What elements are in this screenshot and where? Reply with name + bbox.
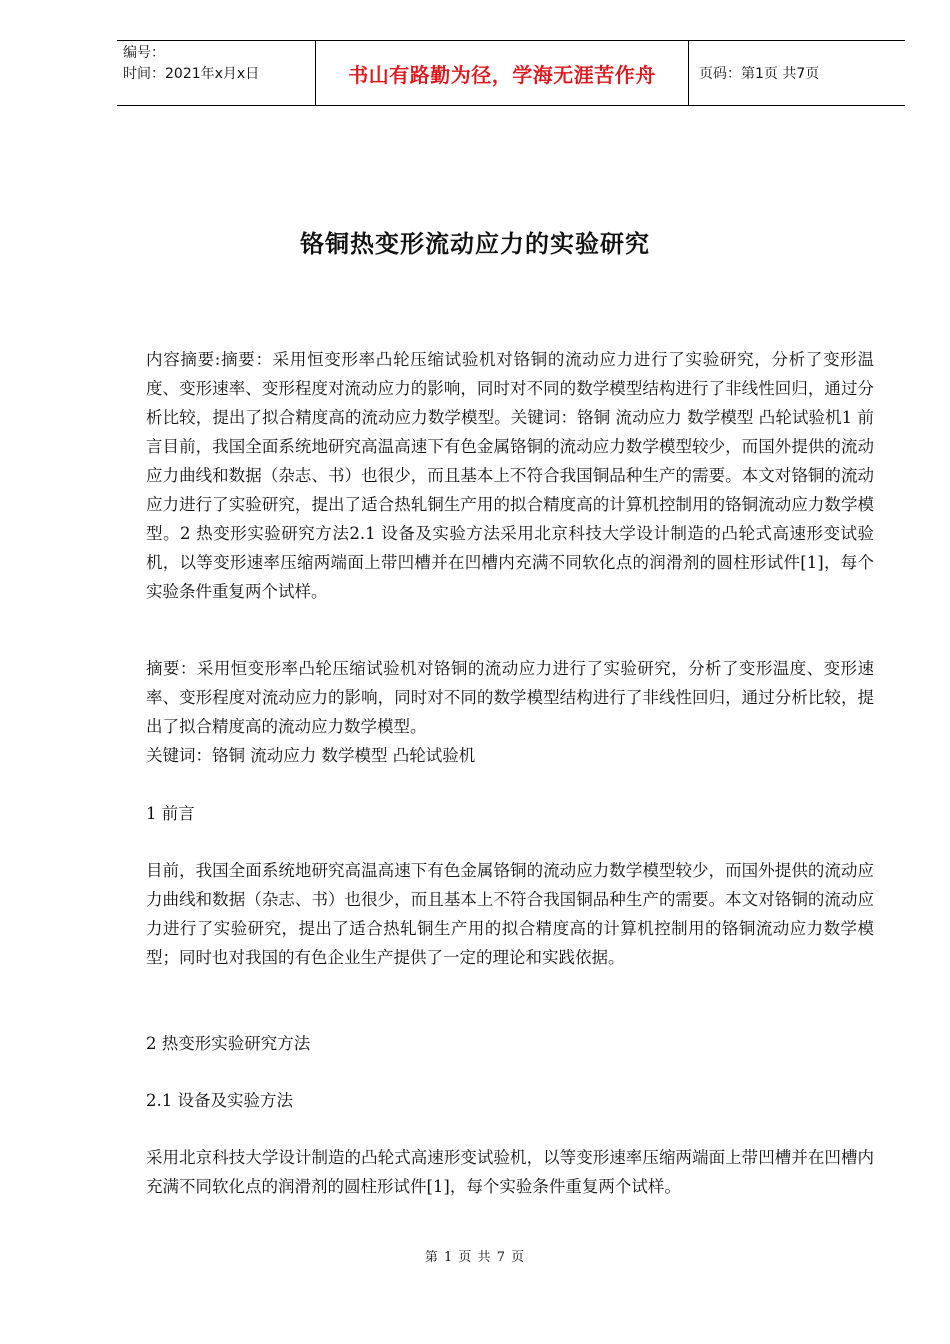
section-2-1-body xyxy=(146,1143,874,1201)
page-footer: 第 1 页 共 7 页 xyxy=(424,1250,526,1265)
section-2-1-paragraph: 采用北京科技大学设计制造的凸轮式高速形变试验机，以等变形速率压缩两端面上带凹槽并在凹槽内充满不同软化点的润滑剂的圆柱形试件[1]，每个实验条件重复两个试样。 xyxy=(146,1148,874,1196)
header-page-cell xyxy=(689,41,905,105)
section-2-1-heading: 2.1 设备及实验方法 xyxy=(146,1091,293,1110)
document-header-table xyxy=(117,40,905,106)
content-summary-paragraph: 内容摘要:摘要：采用恒变形率凸轮压缩试验机对铬铜的流动应力进行了实验研究，分析了变形温度、变形速率、变形程度对流动应力的影响，同时对不同的数学模型结构进行了非线性回归，通过分析比较，提出了拟合精度高的流动应力数学模型。关键词：铬铜 流动应力 数学模型 凸轮试验机1 前言目前，我国全面系统地研究高温高速下有色金属铬铜的流动应力数学模型较少，而国外提供的流动应力曲线和数据（杂志、书）也很少，而且基本上不符合我国铜品种生产的需要。本文对铬铜的流动应力进行了实验研究，提出了适合热轧铜生产用的拟合精度高的计算机控制用的铬铜流动应力数学模型。2 热变形实验研究方法2.1 设备及实验方法采用北京科技大学设计制造的凸轮式高速形变试验机，以等变形速率压缩两端面上带凹槽并在凹槽内充满不同软化点的润滑剂的圆柱形试件[1]，每个实验条件重复两个试样。 xyxy=(146,350,874,601)
section-2-heading: 2 热变形实验研究方法 xyxy=(146,1034,311,1053)
section-2-heading-block xyxy=(146,1029,874,1058)
header-meta-cell xyxy=(117,41,316,105)
section-1-paragraph: 目前，我国全面系统地研究高温高速下有色金属铬铜的流动应力数学模型较少，而国外提供的流动应力曲线和数据（杂志、书）也很少，而且基本上不符合我国铜品种生产的需要。本文对铬铜的流动应力进行了实验研究，提出了适合热轧铜生产用的拟合精度高的计算机控制用的铬铜流动应力数学模型；同时也对我国的有色企业生产提供了一定的理论和实践依据。 xyxy=(146,861,874,967)
keywords-line: 关键词：铬铜 流动应力 数学模型 凸轮试验机 xyxy=(146,746,476,765)
content-summary-section xyxy=(146,345,874,606)
section-1-heading-block xyxy=(146,799,874,828)
header-motto: 书山有路勤为径，学海无涯苦作舟 xyxy=(348,62,656,87)
document-title: 铬铜热变形流动应力的实验研究 xyxy=(300,230,650,258)
document-number-label: 编号： xyxy=(123,45,165,61)
header-page-info: 页码：第1页 共7页 xyxy=(699,66,820,82)
document-time-label: 时间：2021年x月x日 xyxy=(123,66,260,82)
section-1-heading: 1 前言 xyxy=(146,804,195,823)
section-1-body xyxy=(146,856,874,972)
abstract-section xyxy=(146,654,874,770)
section-2-1-heading-block xyxy=(146,1086,874,1115)
abstract-paragraph: 摘要：采用恒变形率凸轮压缩试验机对铬铜的流动应力进行了实验研究，分析了变形温度、变形速率、变形程度对流动应力的影响，同时对不同的数学模型结构进行了非线性回归，通过分析比较，提出了拟合精度高的流动应力数学模型。 xyxy=(146,659,874,736)
header-motto-cell xyxy=(316,41,689,105)
